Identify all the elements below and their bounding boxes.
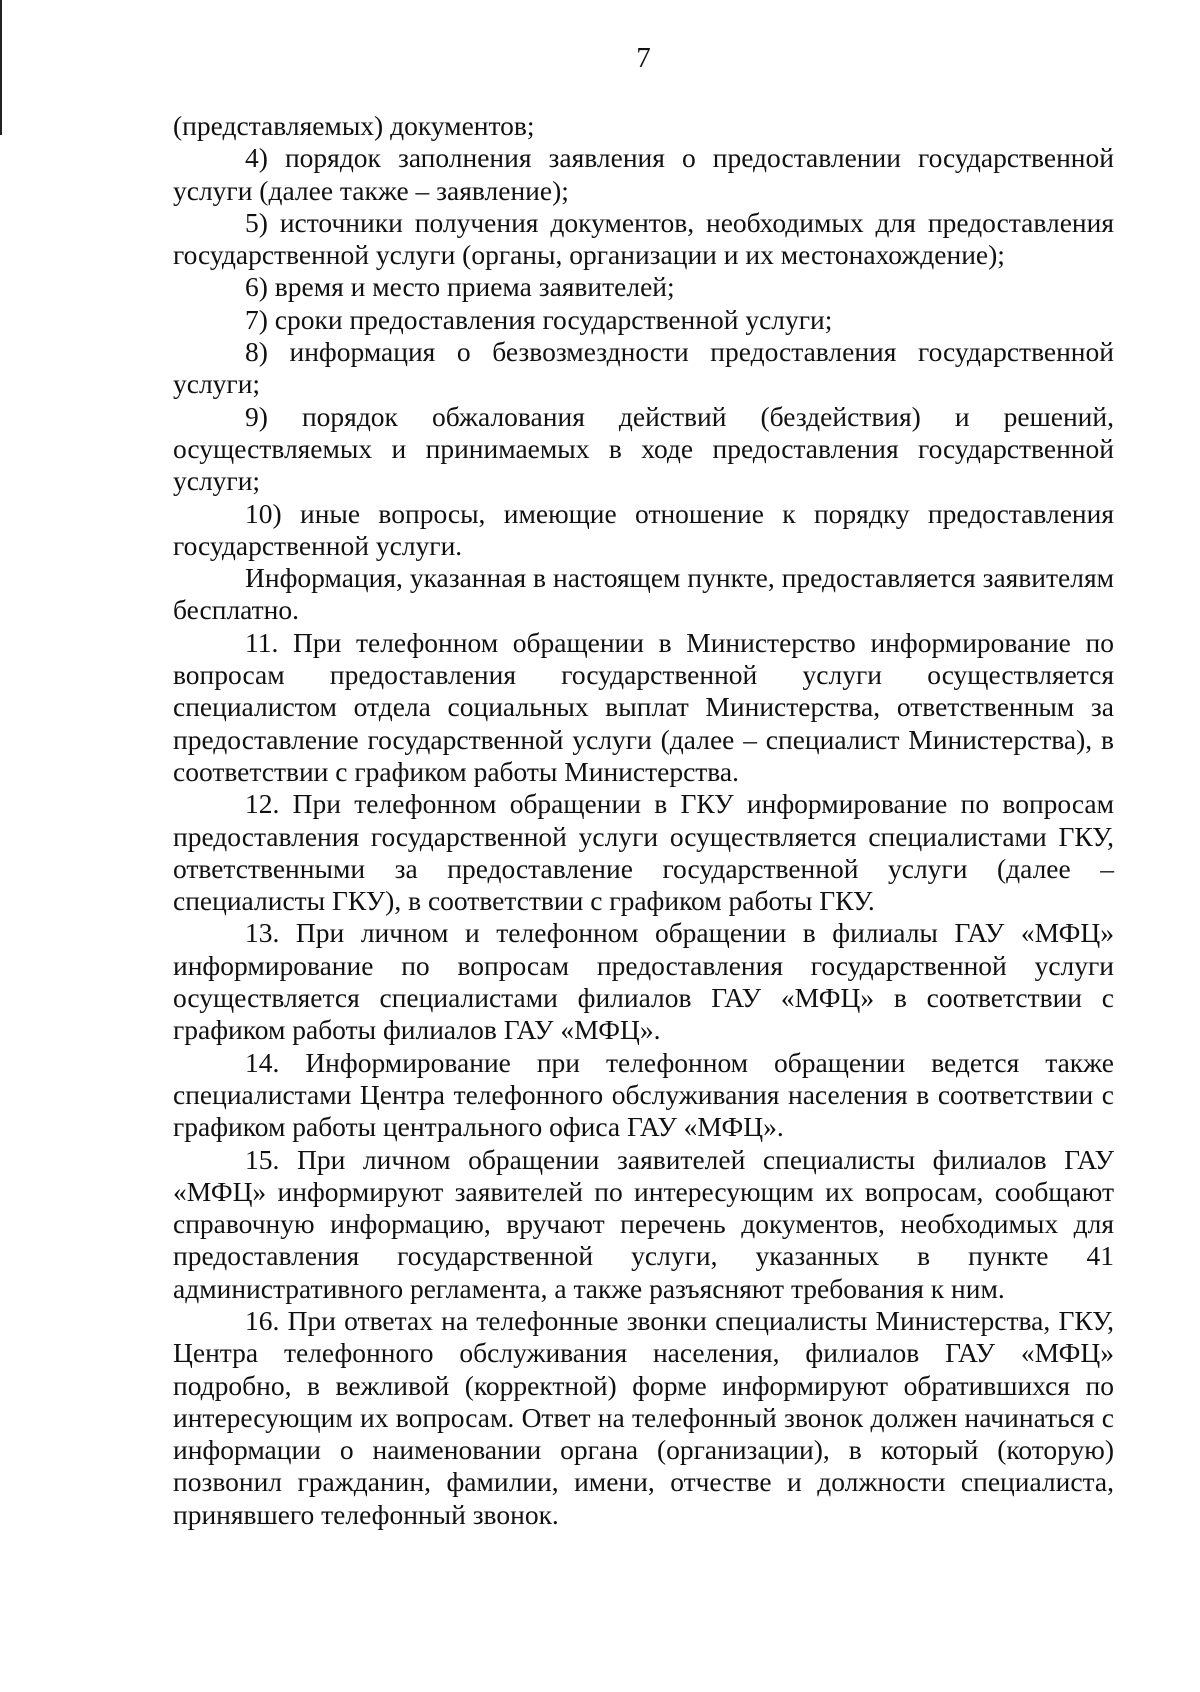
list-item-4: 4) порядок заполнения заявления о предоставлении государственной услуги (далее также – заявление); (173, 142, 1114, 206)
clause-14: 14. Информирование при телефонном обращении ведется также специалистами Центра телефонного обслуживания населения в соответствии с графиком работы центрального офиса ГАУ «МФЦ». (173, 1046, 1114, 1143)
paragraph-continuation: (представляемых) документов; (173, 110, 535, 141)
clause-16: 16. При ответах на телефонные звонки специалисты Министерства, ГКУ, Центра телефонного обслуживания населения, филиалов ГАУ «МФЦ» подробно, в вежливой (корректной) форме информируют обратившихся по интересующим их вопросам. Ответ на телефонный звонок должен начинаться с информации о наименовании органа (организации), в который (которую) позвонил гражданин, фамилии, имени, отчестве и должности специалиста, принявшего телефонный звонок. (173, 1304, 1114, 1530)
list-item-10: 10) иные вопросы, имеющие отношение к порядку предоставления государственной услуги. (173, 497, 1114, 561)
list-item-9: 9) порядок обжалования действий (бездействия) и решений, осуществляемых и принимаемых в ходе предоставления государственной услуги; (173, 400, 1114, 497)
list-item-6: 6) время и место приема заявителей; (245, 271, 675, 303)
list-item-7: 7) сроки предоставления государственной услуги; (245, 303, 833, 335)
list-item-5: 5) источники получения документов, необходимых для предоставления государственной услуги (органы, организации и их местонахождение); (173, 206, 1114, 271)
clause-13: 13. При личном и телефонном обращении в филиалы ГАУ «МФЦ» информирование по вопросам предоставления государственной услуги осуществляется специалистами филиалов ГАУ «МФЦ» в соответствии с графиком работы филиалов ГАУ «МФЦ». (173, 917, 1114, 1046)
clause-15: 15. При личном обращении заявителей специалисты филиалов ГАУ «МФЦ» информируют заявителей по интересующим их вопросам, сообщают справочную информацию, вручают перечень документов, необходимых для предоставления государственной услуги, указанных в пункте 41 административного регламента, а также разъясняют требования к ним. (173, 1143, 1114, 1304)
list-item-8: 8) информация о безвозмездности предоставления государственной услуги; (173, 336, 1114, 400)
page-number: 7 (636, 42, 651, 74)
body-text (173, 110, 1114, 1531)
clause-11: 11. При телефонном обращении в Министерство информирование по вопросам предоставления государственной услуги осуществляется специалистом отдела социальных выплат Министерства, ответственным за предоставление государственной услуги (далее – специалист Министерства), в соответствии с графиком работы Министерства. (173, 626, 1114, 787)
clause-12: 12. При телефонном обращении в ГКУ информирование по вопросам предоставления государственной услуги осуществляется специалистами ГКУ, ответственными за предоставление государственной услуги (далее – специалисты ГКУ), в соответствии с графиком работы ГКУ. (173, 788, 1114, 917)
paragraph-info-free: Информация, указанная в настоящем пункте, предоставляется заявителям бесплатно. (173, 562, 1114, 626)
